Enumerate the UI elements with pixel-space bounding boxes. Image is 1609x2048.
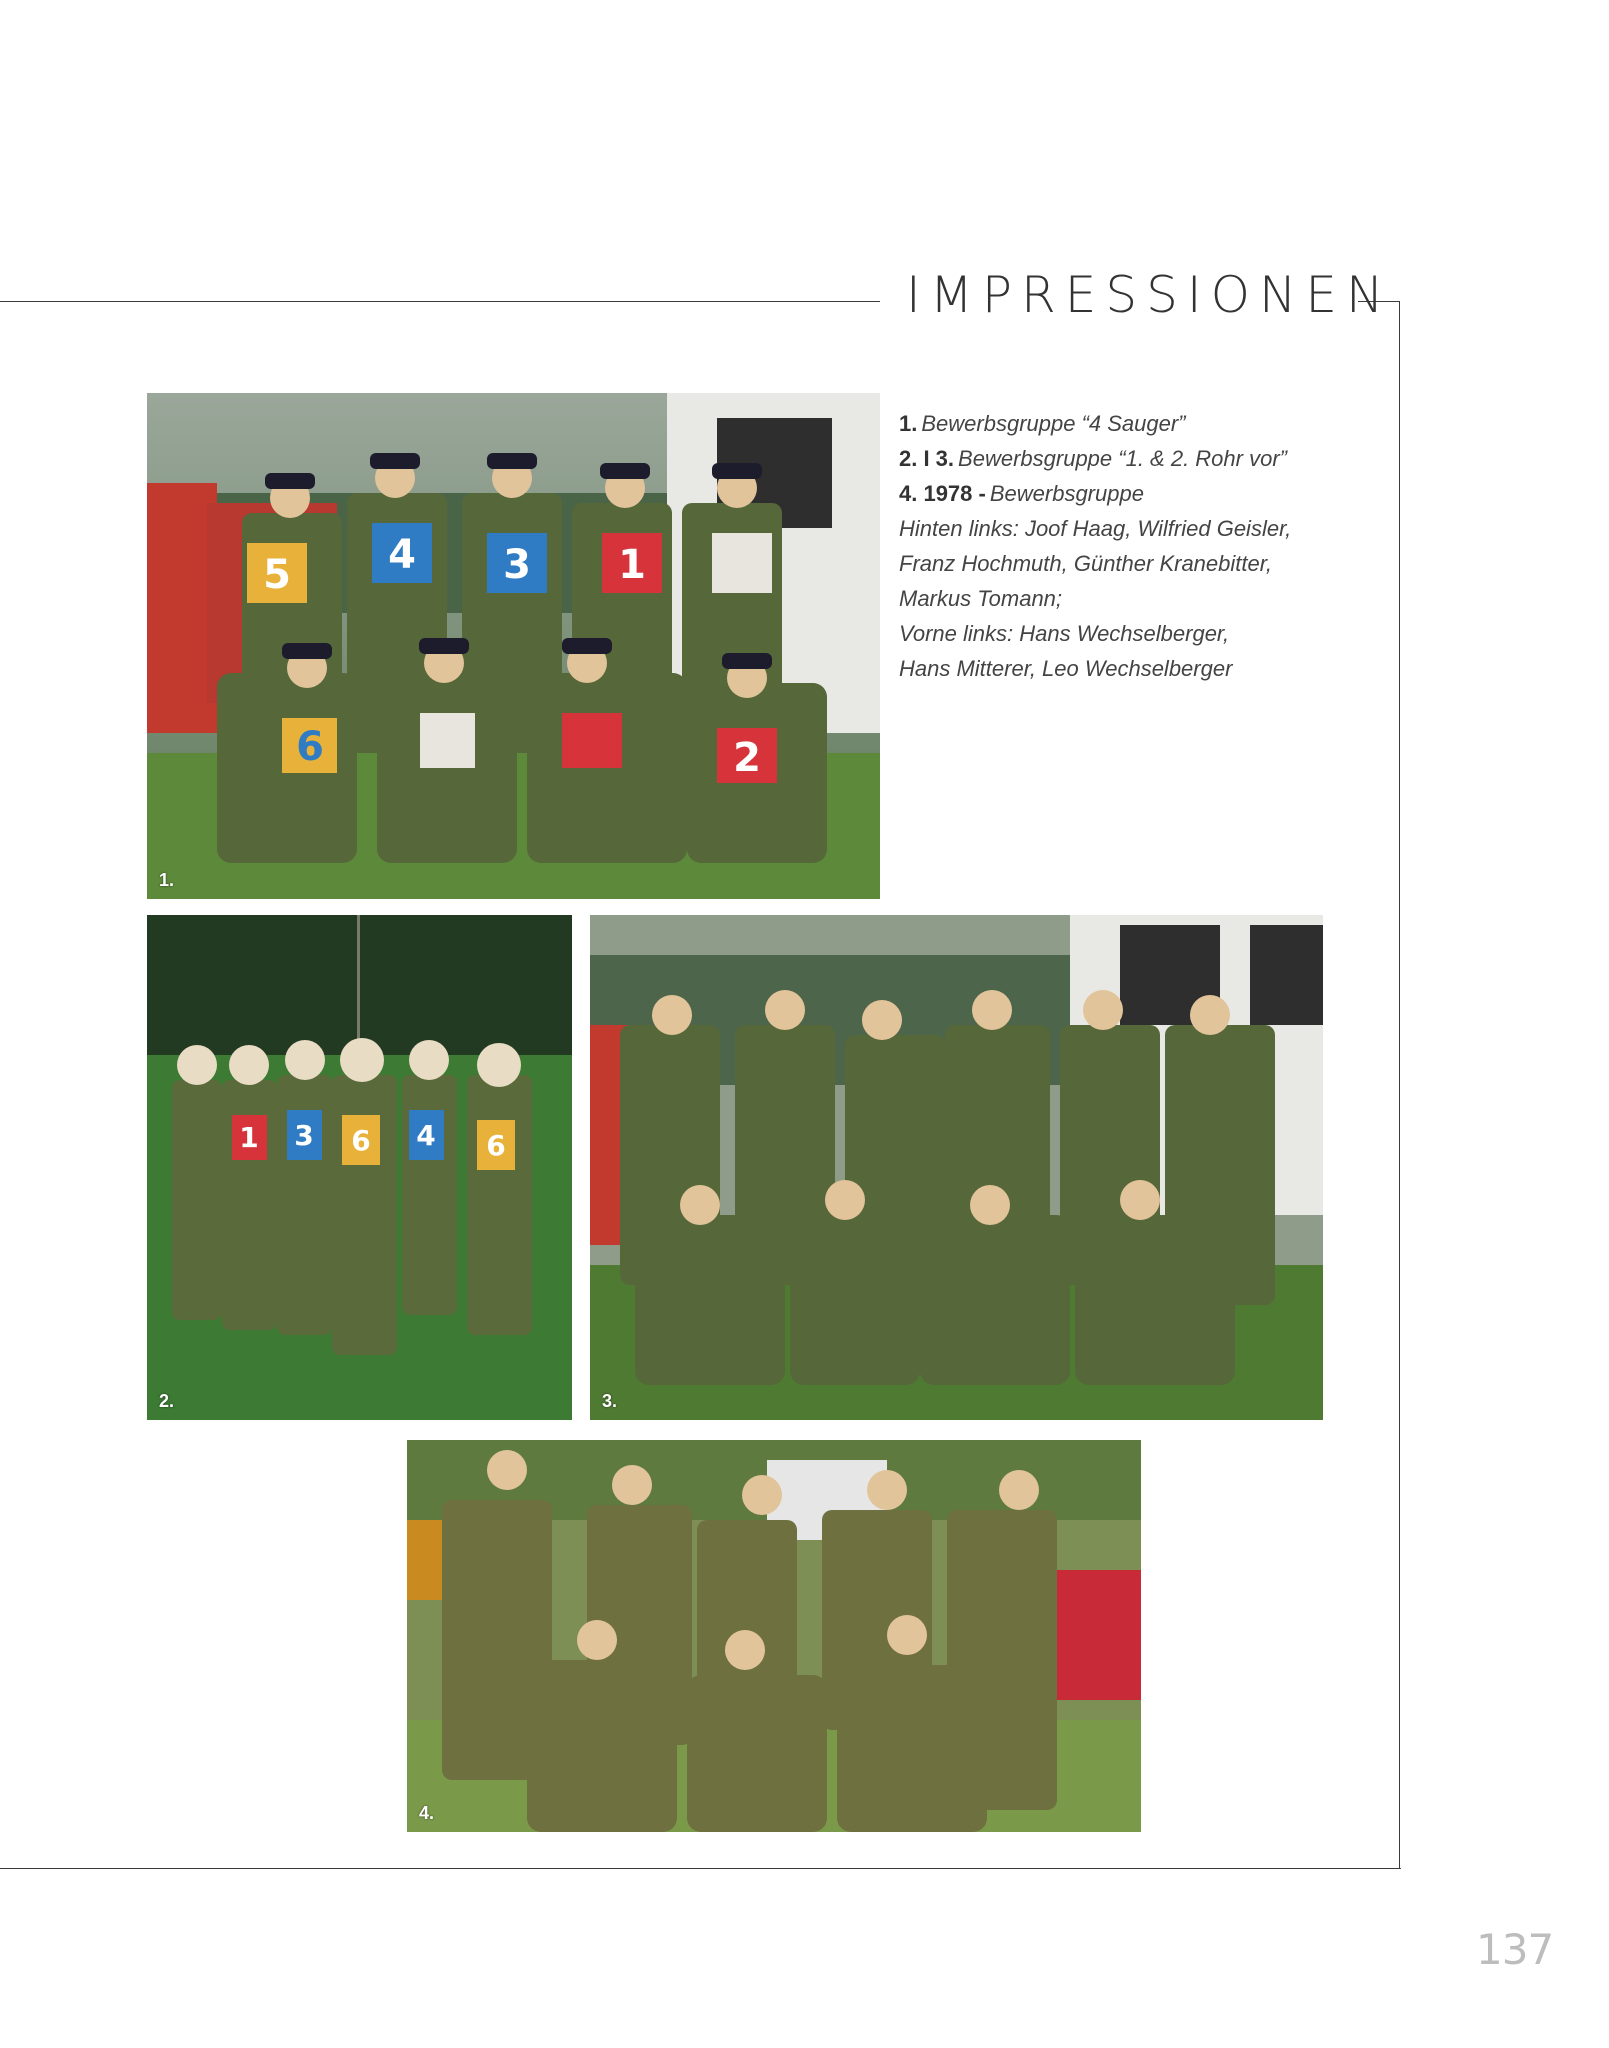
photo-3-image [590,915,1323,1420]
bib-text: 1 [239,1121,259,1154]
photo-4-bewerbsgruppe-1978 [407,1440,1141,1832]
bib-text: 6 [351,1124,371,1157]
photo-caption [899,406,1329,686]
photo-1-label: 1. [159,870,175,890]
caption-line-4: Hinten links: Joof Haag, Wilfried Geisler, [899,516,1292,541]
frame-bottom-line [0,1868,1401,1869]
caption-line-6: Markus Tomann; [899,586,1063,611]
caption-line-3: 4. 1978 - Bewerbsgruppe [899,481,1144,506]
bib-4-text: 4 [388,532,416,578]
photo-1-image [147,393,880,899]
photo-1-bewerbsgruppe [147,393,880,899]
frame-top-line-left [0,301,880,302]
caption-line-7: Vorne links: Hans Wechselberger, [899,621,1230,646]
bib-2-text: 2 [733,735,761,781]
photo-3-label: 3. [602,1391,618,1411]
caption-line-5: Franz Hochmuth, Günther Kranebitter, [899,551,1272,576]
bib-1-text: 1 [618,542,646,588]
section-title: IMPRESSIONEN [906,266,1393,324]
photo-4-label: 4. [419,1803,435,1823]
bib-text: 3 [294,1119,314,1152]
caption-line-8: Hans Mitterer, Leo Wechselberger [899,656,1233,681]
photo-2-bewerbsgruppe [147,915,572,1420]
bib-text: 4 [416,1119,436,1152]
bib-5-text: 5 [263,552,291,598]
photo-4-image [407,1440,1141,1832]
bib-6-text: 6 [296,724,324,770]
frame-right-line [1399,301,1400,1869]
bib-text: 6 [486,1129,506,1162]
photo-2-label: 2. [159,1391,175,1411]
caption-line-2: 2. I 3. Bewerbsgruppe “1. & 2. Rohr vor” [899,446,1287,471]
page-number: 137 [1476,1925,1554,1974]
caption-line-1: 1. Bewerbsgruppe “4 Sauger” [899,411,1186,436]
photo-2-image [147,915,572,1420]
photo-3-bewerbsgruppe [590,915,1323,1420]
bib-3-text: 3 [503,542,531,588]
